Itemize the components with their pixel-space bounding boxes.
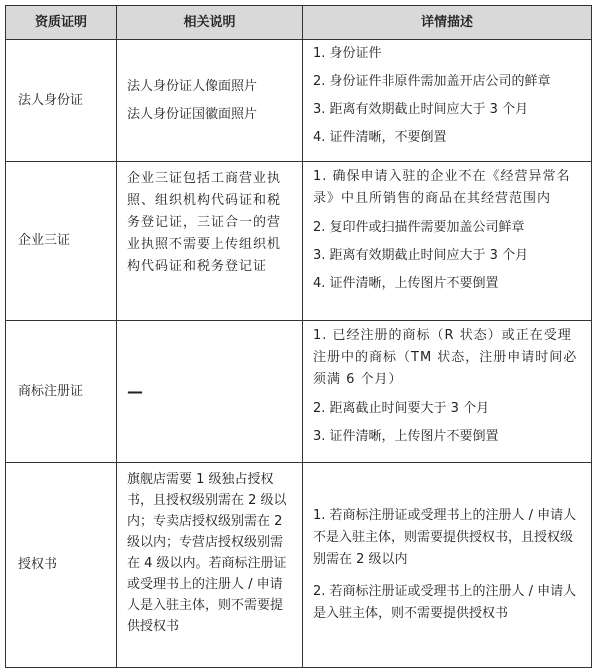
table-header-row	[6, 6, 591, 39]
detail-item: 4. 证件清晰，上传图片不要倒置	[313, 276, 499, 291]
detail-item: 2. 复印件或扫描件需要加盖公司鲜章	[313, 220, 525, 235]
row-name: 法人身份证	[6, 40, 117, 161]
description-line: 法人身份证国徽面照片	[127, 106, 258, 122]
row-description: 企业三证包括工商营业执照、组织机构代码证和税务登记证，三证合一的营业执照不需要上传组织机构代码证和税务登记证	[117, 162, 303, 320]
detail-item: 2. 距离截止时间要大于 3 个月	[313, 401, 490, 416]
row-name: 授权书	[6, 463, 117, 667]
row-details	[303, 321, 591, 462]
row-name: 商标注册证	[6, 321, 117, 462]
row-details	[303, 463, 591, 667]
header-detail-description: 详情描述	[303, 6, 591, 39]
detail-item: 2. 身份证件非原件需加盖开店公司的鲜章	[313, 74, 551, 89]
detail-item: 1. 若商标注册证或受理书上的注册人 / 申请人不是入驻主体，则需要提供授权书，且授权级别需在 2 级以内	[313, 508, 577, 567]
description-line: 法人身份证人像面照片	[127, 78, 258, 94]
row-description	[117, 40, 303, 161]
detail-item: 3. 证件清晰，上传图片不要倒置	[313, 429, 499, 444]
row-description: 旗舰店需要 1 级独占授权书，且授权级别需在 2 级以内；专卖店授权级别需在 2 级以内；专营店授权级别需在 4 级以内。若商标注册证或受理书上的注册人 / 申请人是入驻主体，则不需要提供授权书	[117, 463, 303, 667]
table-row	[6, 161, 591, 320]
detail-item: 3. 距离有效期截止时间应大于 3 个月	[313, 102, 529, 117]
detail-item: 1. 确保申请入驻的企业不在《经营异常名录》中且所销售的商品在其经营范围内	[313, 169, 571, 206]
table-row	[6, 39, 591, 161]
row-details	[303, 40, 591, 161]
table-row	[6, 320, 591, 462]
header-qualification: 资质证明	[6, 6, 117, 39]
row-description: —	[117, 321, 303, 462]
detail-item: 4. 证件清晰，不要倒置	[313, 130, 447, 145]
header-related-description: 相关说明	[117, 6, 303, 39]
detail-item: 1. 身份证件	[313, 46, 382, 61]
row-details	[303, 162, 591, 320]
row-name: 企业三证	[6, 162, 117, 320]
detail-item: 3. 距离有效期截止时间应大于 3 个月	[313, 248, 529, 263]
table-row	[6, 462, 591, 667]
detail-item: 1. 已经注册的商标（R 状态）或正在受理注册中的商标（TM 状态，注册申请时间必须满 6 个月）	[313, 328, 578, 387]
qualification-table	[5, 5, 592, 668]
detail-item: 2. 若商标注册证或受理书上的注册人 / 申请人是入驻主体，则不需要提供授权书	[313, 584, 577, 621]
